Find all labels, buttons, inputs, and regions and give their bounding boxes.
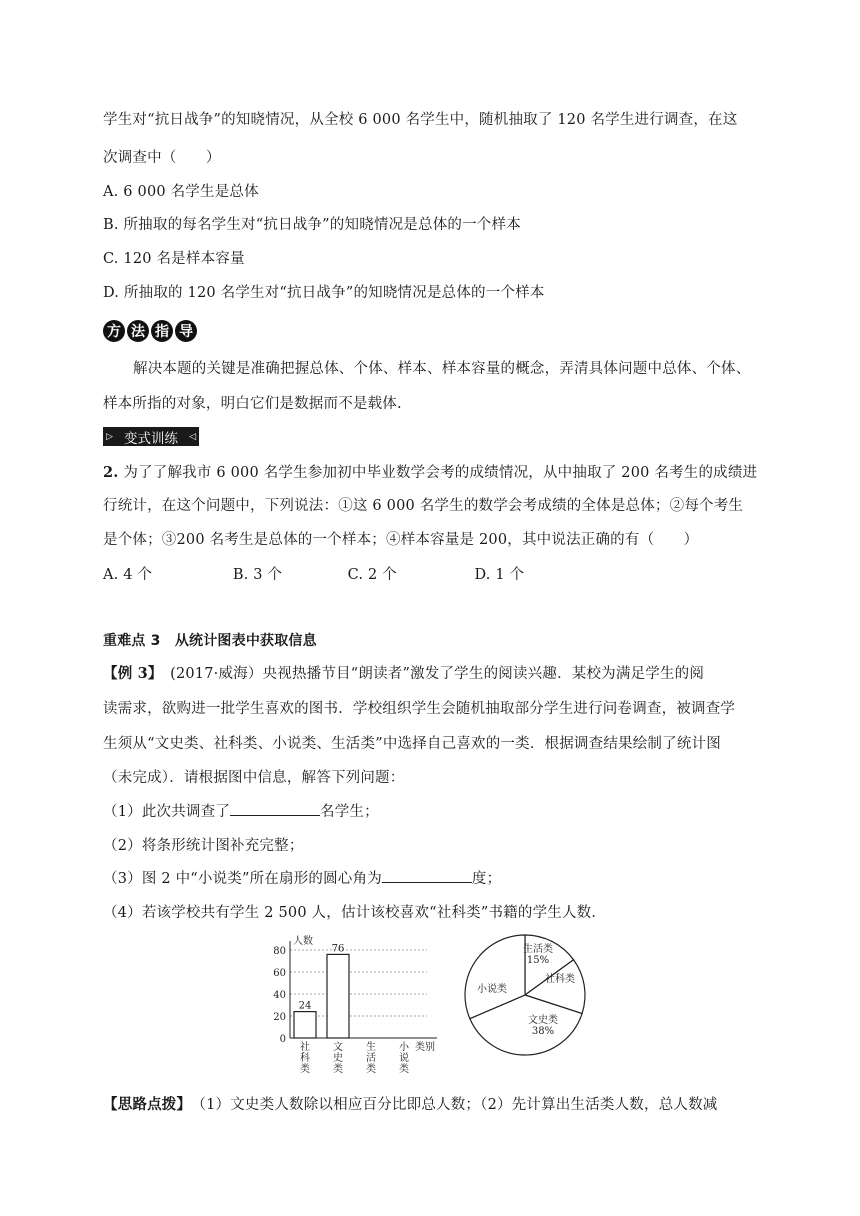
- option-c: C. 2 个: [347, 567, 397, 583]
- slice-label: 文史类: [528, 1015, 558, 1026]
- triangle-left-icon: ◁: [189, 431, 196, 442]
- example-line3: 生须从“文史类、社科类、小说类、生活类”中选择自己喜欢的一类．根据调查结果绘制了统计图: [103, 736, 721, 752]
- section-heading: 重难点 3 从统计图表中获取信息: [103, 633, 317, 649]
- sub-question-3: [103, 867, 501, 888]
- q1-option-d: D. 所抽取的 120 名学生对“抗日战争”的知晓情况是总体的一个样本: [103, 285, 545, 301]
- option-a: A. 4 个: [103, 567, 153, 583]
- slice-label: 小说类: [477, 984, 507, 995]
- sub1-suffix: 名学生；: [320, 804, 379, 820]
- variant-options: [103, 563, 524, 584]
- method-guide-badge: [103, 320, 197, 342]
- example-text: (2017·威海）央视热播节目“朗读者”激发了学生的阅读兴趣．某校为满足学生的阅: [155, 666, 705, 682]
- slice-percent-label: 15%: [526, 955, 550, 966]
- bar-value-label: 76: [331, 943, 345, 955]
- variant-q-line2: 行统计，在这个问题中，下列说法：①这 6 000 名学生的数学会考成绩的全体是总体；②每个考生: [103, 498, 744, 514]
- y-tick-label: 40: [273, 990, 286, 1001]
- bar: [294, 1012, 316, 1038]
- example-line2: 读需求，欲购进一批学生喜欢的图书．学校组织学生会随机抽取部分学生进行问卷调查，被调查学: [103, 701, 736, 717]
- banner-label: 变式训练: [124, 430, 178, 447]
- q1-stem-line2: 次调查中（ ）: [103, 150, 221, 166]
- example-line1: [103, 662, 704, 683]
- sub3-prefix: （3）图 2 中“小说类”所在扇形的圆心角为: [103, 871, 382, 887]
- sub3-suffix: 度；: [471, 871, 502, 887]
- badge-char: 方: [103, 320, 125, 342]
- y-tick-label: 60: [273, 968, 286, 979]
- y-tick-label: 80: [273, 946, 286, 957]
- q1-option-b: B. 所抽取的每名学生对“抗日战争”的知晓情况是总体的一个样本: [103, 217, 521, 233]
- bar-chart: [262, 933, 462, 1073]
- option-b: B. 3 个: [232, 567, 283, 583]
- variant-training-banner: [103, 427, 199, 446]
- method-line1: 解决本题的关键是准确把握总体、个体、样本、样本容量的概念，弄清具体问题中总体、个体、: [133, 361, 751, 377]
- question-number: 2.: [103, 464, 119, 481]
- x-tick-label: 文史类: [333, 1042, 343, 1073]
- variant-q-line1: [103, 461, 757, 482]
- y-tick-label: 0: [279, 1034, 286, 1045]
- badge-char: 法: [127, 320, 149, 342]
- method-line2: 样本所指的对象，明白它们是数据而不是载体.: [103, 396, 402, 412]
- x-tick-label: 社科类: [300, 1042, 310, 1073]
- slice-percent-label: 38%: [531, 1026, 555, 1037]
- bar-value-label: 24: [298, 1000, 312, 1012]
- hint-line: [103, 1093, 718, 1114]
- variant-text: 为了了解我市 6 000 名学生参加初中毕业数学会考的成绩情况，从中抽取了 200 名考生的成绩进: [123, 465, 758, 481]
- sub1-prefix: （1）此次共调查了: [103, 804, 231, 820]
- answer-blank[interactable]: [382, 868, 472, 883]
- y-tick-label: 20: [273, 1012, 286, 1023]
- q1-option-c: C. 120 名是样本容量: [103, 251, 245, 267]
- sub-question-1: [103, 800, 379, 821]
- q1-option-a: A. 6 000 名学生是总体: [103, 184, 259, 200]
- badge-char: 导: [175, 320, 197, 342]
- hint-text: （1）文史类人数除以相应百分比即总人数；（2）先计算出生活类人数，总人数减: [183, 1097, 718, 1113]
- bar: [327, 954, 349, 1038]
- sub-question-2: （2）将条形统计图补充完整；: [103, 838, 304, 854]
- x-tick-label: 小说类: [399, 1042, 409, 1073]
- variant-q-line3: 是个体；③200 名考生是总体的一个样本；④样本容量是 200，其中说法正确的有（ ）: [103, 532, 699, 548]
- q1-stem-line1: 学生对“抗日战争”的知晓情况，从全校 6 000 名学生中，随机抽取了 120 名学生进行调查，在这: [103, 112, 738, 128]
- option-d: D. 1 个: [474, 567, 525, 583]
- x-tick-label: 生活类: [366, 1042, 376, 1073]
- example-line4: （未完成）．请根据图中信息，解答下列问题：: [103, 770, 405, 786]
- slice-label: 生活类: [523, 944, 553, 955]
- badge-char: 指: [151, 320, 173, 342]
- y-axis-label: 人数: [293, 936, 313, 947]
- pie-chart: [460, 930, 590, 1060]
- example-tag: 【例 3】: [103, 665, 156, 682]
- slice-label: 社科类: [545, 974, 575, 985]
- hint-tag: 【思路点拨】: [103, 1096, 184, 1113]
- answer-blank[interactable]: [230, 801, 320, 816]
- triangle-right-icon: ▷: [106, 431, 113, 442]
- sub-question-4: （4）若该学校共有学生 2 500 人，估计该校喜欢“社科类”书籍的学生人数．: [103, 905, 607, 921]
- x-axis-label: 类别: [415, 1042, 435, 1053]
